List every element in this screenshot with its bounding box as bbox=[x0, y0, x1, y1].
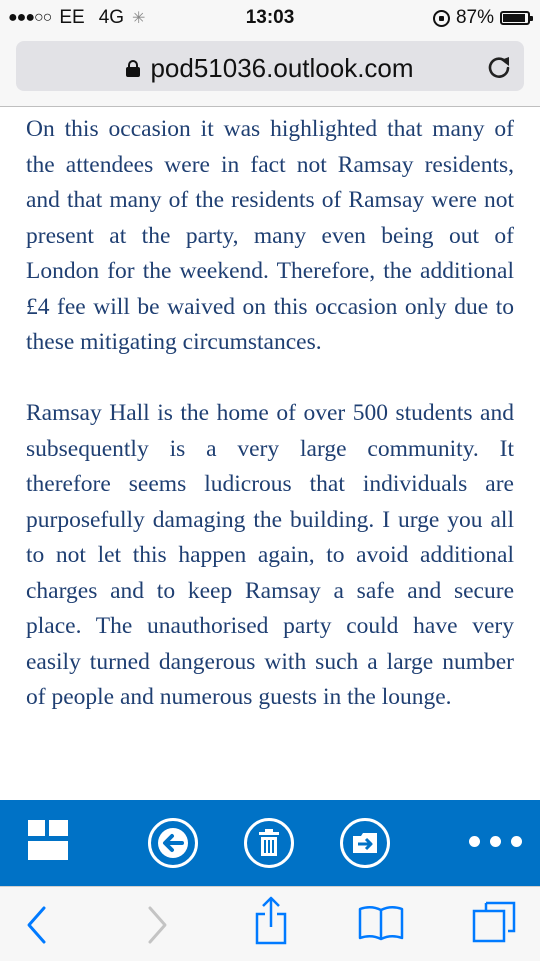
back-arrow-button[interactable] bbox=[148, 818, 198, 868]
address-content bbox=[16, 53, 524, 84]
battery-icon bbox=[500, 11, 530, 25]
battery-percent: 87% bbox=[455, 7, 494, 28]
email-paragraph-1: On this occasion it was highlighted that many of the attendees were in fact not Ramsay residents, and that many of the residents of Ramsay were not present at the party, many even being out of London for the weekend. Therefore, the additional £4 fee will be waived on this occasion only due to these mitigating circumstances. bbox=[26, 116, 514, 355]
reload-icon[interactable] bbox=[486, 54, 512, 80]
status-bar bbox=[0, 0, 540, 36]
rotation-lock-icon bbox=[433, 10, 450, 27]
bookmarks-icon[interactable] bbox=[357, 903, 405, 943]
trash-icon bbox=[247, 821, 291, 865]
move-folder-icon bbox=[343, 821, 387, 865]
delete-button[interactable] bbox=[244, 818, 294, 868]
loading-spinner-icon: ✳ bbox=[132, 10, 146, 27]
email-paragraph-2: Ramsay Hall is the home of over 500 students and subsequently is a very large community. It therefore seems ludicrous that individuals are purposefully damaging the building. I urge you all to not let this happen again, to avoid additional charges and to keep Ramsay a safe and secure place. The unauthorised party could have very easily turned dangerous with such a large number of people and numerous guests in the lounge. bbox=[26, 400, 514, 710]
address-bar[interactable] bbox=[16, 41, 524, 91]
more-icon[interactable] bbox=[469, 836, 522, 847]
mail-action-bar bbox=[0, 800, 540, 886]
move-button[interactable] bbox=[340, 818, 390, 868]
padlock-icon bbox=[126, 60, 140, 76]
address-url: pod51036.outlook.com bbox=[150, 53, 414, 83]
carrier-name: EE bbox=[59, 7, 85, 28]
signal-strength-icon: ●●●○○ bbox=[8, 9, 52, 26]
back-icon[interactable] bbox=[24, 905, 50, 945]
back-arrow-icon bbox=[151, 821, 195, 865]
network-type: 4G bbox=[98, 7, 125, 28]
browser-address-region bbox=[0, 36, 540, 107]
status-right bbox=[433, 7, 530, 29]
apps-icon[interactable] bbox=[28, 820, 68, 860]
tabs-icon[interactable] bbox=[470, 897, 518, 945]
share-icon[interactable] bbox=[253, 895, 289, 949]
status-time: 13:03 bbox=[245, 7, 295, 28]
email-body bbox=[26, 112, 514, 798]
forward-icon[interactable] bbox=[144, 905, 170, 945]
browser-toolbar bbox=[0, 886, 540, 961]
